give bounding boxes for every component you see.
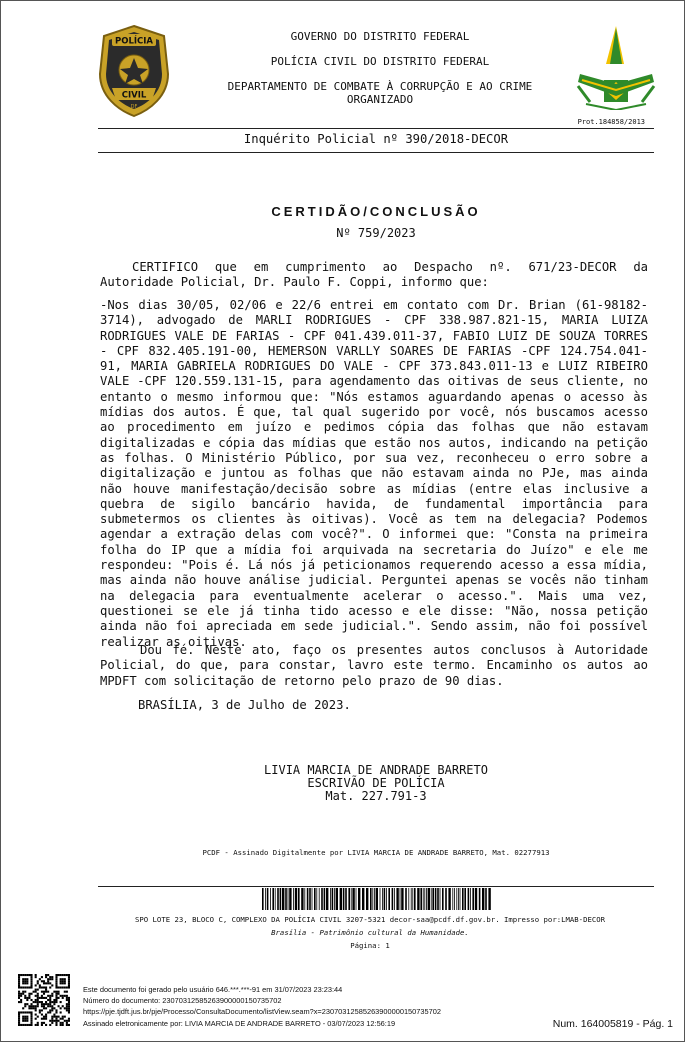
protocol-number: Prot.184858/2013 [577, 118, 645, 126]
signatory-name: LIVIA MARCIA DE ANDRADE BARRETO [264, 763, 488, 777]
header-government: GOVERNO DO DISTRITO FEDERAL [290, 30, 470, 43]
header-department: DEPARTAMENTO DE COMBATE À CORRUPÇÃO E AO CRIME ORGANIZADO [227, 80, 533, 106]
digital-signature-note: PCDF - Assinado Digitalmente por LIVIA MARCIA DE ANDRADE BARRETO, Mat. 02277913 [202, 848, 550, 857]
inquerito-number: Inquérito Policial nº 390/2018-DECOR [243, 132, 509, 146]
badge-df-text: DF [130, 104, 138, 110]
badge-top-text: POLÍCIA [114, 36, 154, 47]
paragraph-certifico: CERTIFICO que em cumprimento ao Despacho nº. 671/23-DECOR da Autoridade Policial, Dr. Paulo F. Coppi, informo que: [100, 260, 648, 290]
footer-address: SPO LOTE 23, BLOCO C, COMPLEXO DA POLÍCIA CIVIL 3207-5321 decor-saa@pcdf.df.gov.br. Impresso por:LMAB-DECOR [134, 915, 606, 924]
barcode [262, 888, 492, 910]
paragraph-conclusao: Dou fé. Neste ato, faço os presentes autos conclusos à Autoridade Policial, do que, para constar, lavro este termo. Encaminho os autos ao MPDFT com solicitação de retorno pelo prazo de 90 dias. [100, 643, 648, 688]
footer-divider [98, 886, 654, 887]
header-divider-bottom [98, 152, 654, 153]
header-divider-top [98, 128, 654, 129]
signatory-role: ESCRIVÃO DE POLÍCIA [307, 776, 445, 790]
document-title: CERTIDÃO/CONCLUSÃO [271, 204, 481, 219]
pje-document-number: Número do documento: 23070312585263900000150735702 [83, 996, 282, 1005]
signatory-registration: Mat. 227.791-3 [325, 789, 427, 803]
pje-document-url[interactable]: https://pje.tjdft.jus.br/pje/Processo/ConsultaDocumento/listView.seam?x=23070312585263900000150735702 [83, 1007, 441, 1016]
qr-code[interactable] [18, 974, 70, 1026]
footer-page: Página: 1 [350, 941, 390, 950]
header-police: POLÍCIA CIVIL DO DISTRITO FEDERAL [270, 55, 490, 68]
pje-generated-by: Este documento foi gerado pelo usuário 646.***.***-91 em 31/07/2023 23:23:44 [83, 985, 343, 994]
df-flag-icon [576, 24, 656, 110]
pje-signed-by: Assinado eletronicamente por: LIVIA MARCIA DE ANDRADE BARRETO - 03/07/2023 12:56:19 [83, 1019, 396, 1028]
document-number: Nº 759/2023 [336, 226, 416, 240]
badge-bottom-text: CIVIL [121, 90, 147, 101]
footer-motto: Brasília - Patrimônio cultural da Humanidade. [271, 928, 469, 937]
police-badge-icon [98, 24, 170, 118]
paragraph-oitivas: -Nos dias 30/05, 02/06 e 22/6 entrei em contato com Dr. Brian (61-98182-3714), advogado de MARLI RODRIGUES - CPF 338.987.821-15, MARIA LUIZA RODRIGUES VALE DE FARIAS - CPF 041.439.011-37, FABIO LUIZ DE SOUZA TORRES - CPF 832.405.191-00, HEMERSON VARLLY SOARES DE FARIAS -CPF 124.754.041-91, MARIA GABRIELA RODRIGUES DO VALE - CPF 373.843.011-13 e LUIZ RIBEIRO VALE -CPF 120.559.131-15, para agendamento das oitivas de seus cliente, no entanto o mesmo informou que: "Nós estamos aguardando apenas o acesso às mídias dos autos. É que, tal qual sugerido por você, nós buscamos acesso ao procedimento em juízo e pedimos cópia das folhas que não estavam digitalizadas e cópia das mídias que estão nos autos, indicando na petição as folhas. O Ministério Público, por sua vez, reconheceu o erro sobre a digitalização e juntou as folhas que não estavam ainda no PJe, mas ainda não houve manifestação/decisão sobre as mídias (entre elas inclusive a quebra de sigilo bancário havida, de fundamental importância para submetermos os clientes às oitivas). Você as tem na delegacia? Podemos agendar a extração delas com você?". O informei que: "Consta na primeira folha do IP que a mídia foi arquivada na secretaria do Juízo" e ele me respondeu: "Pois é. Lá nós já peticionamos requerendo acesso a essa mídia, mas ainda não houve análise judicial. Perguntei apenas se vocês não tinham na delegacia para eventualmente acelerar o acesso.". Mais uma vez, questionei se ele já tinha tido acesso e ele disse: "Não, nossa petição ainda não foi apreciada em sede judicial.". Sendo assim, não foi possível realizar as oitivas. [100, 298, 648, 649]
document-date: BRASÍLIA, 3 de Julho de 2023. [138, 698, 351, 712]
page-number: Num. 164005819 - Pág. 1 [552, 1018, 673, 1030]
